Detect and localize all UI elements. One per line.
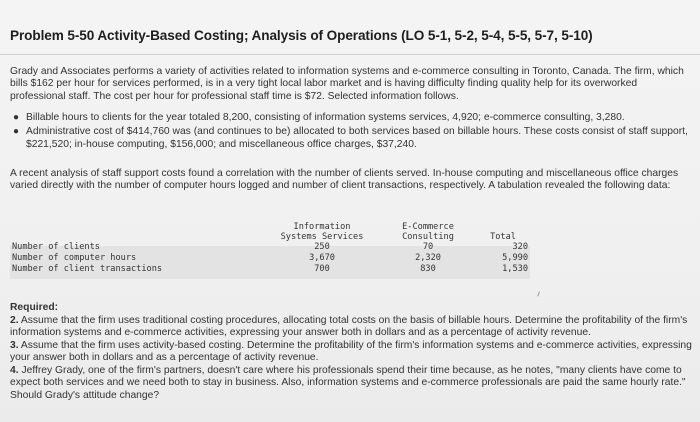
list-item xyxy=(10,112,692,124)
question-number: 4. xyxy=(10,364,19,376)
cell-clients-ecom: 70 xyxy=(422,242,434,252)
row-label-clients: Number of clients xyxy=(12,242,100,252)
question-number: 2. xyxy=(10,314,19,326)
title-divider xyxy=(0,54,700,55)
header-total: Total xyxy=(490,232,516,242)
header-ecommerce-line1: E-Commerce xyxy=(402,222,454,232)
facts-list xyxy=(10,112,692,153)
cell-hours-info: 3,670 xyxy=(309,253,335,263)
bullet-icon: ● xyxy=(13,126,20,138)
question-2 xyxy=(10,315,694,340)
cost-driver-table xyxy=(10,218,530,278)
header-info-systems-line1: Information xyxy=(293,222,351,232)
header-ecommerce-line2: Consulting xyxy=(402,232,454,242)
cell-hours-total: 5,990 xyxy=(502,253,528,263)
study-paragraph: A recent analysis of staff support costs found a correlation with the number of clients served. In-house computing and miscellaneous office charges varied directly with the number of computer hours logged and number of client transactions, respectively. A tabulation revealed the following data: xyxy=(10,168,679,192)
question-text: Assume that the firm uses activity-based costing. Determine the profitability of the firm's information systems and e-commerce activities, expressing your answer both in dollars and as a percentage of activity revenue. xyxy=(10,339,692,363)
intro-paragraph: Grady and Associates performs a variety of activities related to information systems and e-commerce consulting in Toronto, Canada. The firm, which bills $162 per hour for services performed, is in a very tight local labor market and is having difficulty finding quality help for its overworked professional staff. The cost per hour for professional staff time is $72. Selected information follows. xyxy=(10,66,684,102)
cell-transactions-ecom: 830 xyxy=(420,264,436,274)
question-number: 3. xyxy=(10,339,19,351)
problem-title: Problem 5-50 Activity-Based Costing; Analysis of Operations (LO 5-1, 5-2, 5-4, 5-5, 5-7, 5-10) xyxy=(10,28,593,43)
cell-hours-ecom: 2,320 xyxy=(415,253,441,263)
cell-transactions-total: 1,530 xyxy=(502,264,528,274)
question-text: Assume that the firm uses traditional costing procedures, allocating total costs on the basis of billable hours. Determine the profitability of the firm's information systems and e-commerce activities, expressing your answer both in dollars and as a percentage of activity revenue. xyxy=(10,314,688,338)
required-heading: Required: xyxy=(10,302,59,313)
question-text: Jeffrey Grady, one of the firm's partners, doesn't care where his professionals spend their time because, as he notes, "many clients have come to expect both services and we need both to stay in business. Also, information systems and e-commerce professionals are paid the same hourly rate." Should Grady's attitude change? xyxy=(10,364,686,401)
bullet-text: Administrative cost of $414,760 was (and continues to be) allocated to both services based on billable hours. These costs consist of staff support, $221,520; in-house computing, $156,000; and miscellaneous office charges, $37,240. xyxy=(26,126,688,150)
question-3 xyxy=(10,340,694,365)
row-label-computer-hours: Number of computer hours xyxy=(12,253,137,263)
stray-mark xyxy=(537,291,542,297)
cell-clients-total: 320 xyxy=(512,242,528,252)
bullet-icon: ● xyxy=(13,112,20,123)
header-info-systems-line2: Systems Services xyxy=(280,232,364,242)
cell-transactions-info: 700 xyxy=(314,264,330,274)
question-4 xyxy=(10,365,694,403)
bullet-text: Billable hours to clients for the year totaled 8,200, consisting of information systems services, 4,920; e-commerce consulting, 3,280. xyxy=(26,112,625,123)
required-section xyxy=(10,302,694,402)
row-label-transactions: Number of client transactions xyxy=(12,264,163,274)
list-item xyxy=(10,126,692,151)
cell-clients-info: 250 xyxy=(314,242,330,252)
